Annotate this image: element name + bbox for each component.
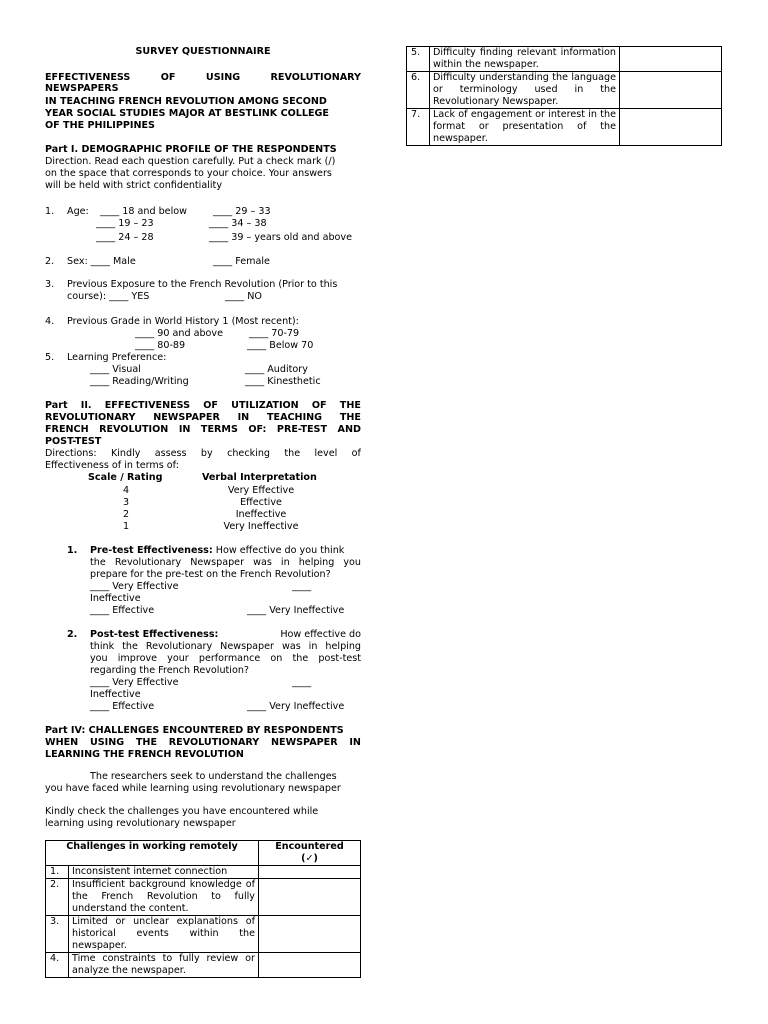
- part1-direction-l3: will be held with strict confidentiality: [45, 180, 222, 191]
- item1-option-very-ineffective[interactable]: ____ Very Ineffective: [247, 605, 345, 616]
- scale-label: Effective: [240, 497, 282, 508]
- q5-number: 5.: [45, 352, 55, 363]
- q5-option-visual[interactable]: ____ Visual: [90, 364, 141, 375]
- q1-option-24-28[interactable]: ____ 24 – 28: [96, 232, 154, 243]
- item2-option-very-ineffective[interactable]: ____ Very Ineffective: [247, 701, 345, 712]
- q5-question: Learning Preference:: [67, 352, 167, 363]
- scale-label: Ineffective: [235, 509, 287, 520]
- part2-directions-line2: Effectiveness of in terms of:: [45, 460, 179, 471]
- item1-number: 1.: [67, 545, 78, 556]
- challenges-table-continued: [406, 46, 722, 146]
- challenge-text: Lack of engagement or interest in the format or presentation of the newspaper.: [430, 109, 620, 146]
- part2-heading-line3: FRENCH REVOLUTION IN TERMS OF: PRE-TEST AND: [45, 424, 361, 435]
- q1-option-18-below[interactable]: ____ 18 and below: [100, 206, 187, 217]
- challenges-table: [45, 840, 361, 978]
- scale-header: Scale / Rating: [88, 472, 163, 483]
- encountered-checkbox-cell[interactable]: [620, 109, 722, 146]
- part2-directions-line1: Directions: Kindly assess by checking the level of: [45, 448, 361, 459]
- item1-option-effective[interactable]: ____ Effective: [90, 605, 155, 616]
- study-title-line4: YEAR SOCIAL STUDIES MAJOR AT BESTLINK COLLEGE: [45, 108, 329, 119]
- right-column: [406, 46, 722, 146]
- challenge-text: Inconsistent internet connection: [69, 866, 259, 879]
- q1-label: Age:: [67, 206, 89, 217]
- q5-option-kinesthetic[interactable]: ____ Kinesthetic: [245, 376, 321, 387]
- encountered-column-header: Encountered (✓): [259, 841, 361, 866]
- q1-option-29-33[interactable]: ____ 29 – 33: [213, 206, 271, 217]
- q4-option-80-89[interactable]: ____ 80-89: [135, 340, 186, 351]
- challenges-table-left: [45, 840, 361, 978]
- row-number: 6.: [407, 72, 430, 109]
- part1-direction-l1: Direction. Read each question carefully. Put a check mark (/): [45, 156, 336, 167]
- item2-option-ineffective: Ineffective: [90, 689, 141, 700]
- challenge-text: Limited or unclear explanations of historical events within the newspaper.: [69, 916, 259, 953]
- scale-label: Very Effective: [227, 485, 295, 496]
- q4-question: Previous Grade in World History 1 (Most recent):: [67, 316, 299, 327]
- row-number: 2.: [46, 879, 69, 916]
- q2-male-option[interactable]: Sex: ____ Male: [67, 256, 136, 267]
- challenge-text: Time constraints to fully review or analyze the newspaper.: [69, 953, 259, 978]
- item2-title: Post-test Effectiveness:: [90, 629, 219, 640]
- part2-heading-line2: REVOLUTIONARY NEWSPAPER IN TEACHING THE: [45, 412, 361, 423]
- item2-option-very-effective[interactable]: ____ Very Effective: [90, 677, 179, 688]
- item1-option-very-effective[interactable]: ____ Very Effective: [90, 581, 179, 592]
- item2-number: 2.: [67, 629, 78, 640]
- q1-number: 1.: [45, 206, 55, 217]
- study-title-line1: EFFECTIVENESS OF USING REVOLUTIONARY: [45, 72, 361, 83]
- part2-heading-line4: POST-TEST: [45, 436, 102, 447]
- part1-direction-l2: on the space that corresponds to your choice. Your answers: [45, 168, 332, 179]
- row-number: 4.: [46, 953, 69, 978]
- row-number: 1.: [46, 866, 69, 879]
- q1-option-19-23[interactable]: ____ 19 – 23: [96, 218, 154, 229]
- item1-title: Pre-test Effectiveness:: [90, 545, 213, 556]
- challenge-text: Difficulty finding relevant information within the newspaper.: [430, 47, 620, 72]
- item2-question-line1: Post-test Effectiveness: How effective do: [90, 629, 361, 640]
- table-row: [407, 109, 722, 146]
- row-number: 7.: [407, 109, 430, 146]
- part4-instruction-line1: Kindly check the challenges you have encountered while: [45, 806, 319, 817]
- scale-label: Very Ineffective: [223, 521, 299, 532]
- row-number: 5.: [407, 47, 430, 72]
- challenge-text: Insufficient background knowledge of the French Revolution to fully understand the content.: [69, 879, 259, 916]
- encountered-checkbox-cell[interactable]: [620, 72, 722, 109]
- table-row: [46, 866, 361, 879]
- part4-heading-line2: WHEN USING THE REVOLUTIONARY NEWSPAPER IN: [45, 737, 361, 748]
- table-header-row: [46, 841, 361, 866]
- study-title-line5: OF THE PHILIPPINES: [45, 120, 155, 131]
- item1-option-ineffective: Ineffective: [90, 593, 141, 604]
- q1-option-39-above[interactable]: ____ 39 – years old and above: [209, 232, 352, 243]
- q4-option-90-above[interactable]: ____ 90 and above: [135, 328, 224, 339]
- verbal-interpretation-header: Verbal Interpretation: [202, 472, 317, 483]
- item1-question-line3: prepare for the pre-test on the French Revolution?: [90, 569, 331, 580]
- row-number: 3.: [46, 916, 69, 953]
- item2-option-effective[interactable]: ____ Effective: [90, 701, 155, 712]
- q3-yes-option[interactable]: course): ____ YES: [67, 291, 150, 302]
- item1-question-line2: the Revolutionary Newspaper was in helping you: [90, 557, 361, 568]
- part4-intro-line2: you have faced while learning using revolutionary newspaper: [45, 783, 341, 794]
- scale-rating: 2: [122, 509, 130, 520]
- q2-female-option[interactable]: ____ Female: [213, 256, 270, 267]
- part4-heading-line1: Part IV: CHALLENGES ENCOUNTERED BY RESPONDENTS: [45, 725, 344, 736]
- table-row: [407, 72, 722, 109]
- encountered-checkbox-cell[interactable]: [259, 953, 361, 978]
- item1-question-line1: Pre-test Effectiveness: How effective do you think: [90, 545, 345, 556]
- encountered-checkbox-cell[interactable]: [259, 879, 361, 916]
- part2-heading-line1: Part II. EFFECTIVENESS OF UTILIZATION OF THE: [45, 400, 361, 411]
- q4-number: 4.: [45, 316, 55, 327]
- q2-number: 2.: [45, 256, 55, 267]
- scale-rating: 1: [122, 521, 130, 532]
- item2-question-line3: you improve your performance on the post-test: [90, 653, 361, 664]
- encountered-checkbox-cell[interactable]: [259, 866, 361, 879]
- item1-option-ineffective-blank[interactable]: ____: [292, 581, 312, 592]
- table-row: [46, 953, 361, 978]
- q5-option-reading-writing[interactable]: ____ Reading/Writing: [90, 376, 189, 387]
- table-row: [407, 47, 722, 72]
- part1-heading: Part I. DEMOGRAPHIC PROFILE OF THE RESPONDENTS: [45, 144, 337, 155]
- q1-option-34-38[interactable]: ____ 34 – 38: [209, 218, 267, 229]
- part4-heading-line3: LEARNING THE FRENCH REVOLUTION: [45, 749, 244, 760]
- item2-question-line2: think the Revolutionary Newspaper was in helping: [90, 641, 361, 652]
- part4-intro-line1: The researchers seek to understand the challenges: [90, 771, 337, 782]
- encountered-checkbox-cell[interactable]: [620, 47, 722, 72]
- table-row: [46, 916, 361, 953]
- q4-option-70-79[interactable]: ____ 70-79: [249, 328, 300, 339]
- item2-option-ineffective-blank[interactable]: ____: [292, 677, 312, 688]
- item2-question-line4: regarding the French Revolution?: [90, 665, 249, 676]
- scale-rating: 3: [122, 497, 130, 508]
- study-title-line2: NEWSPAPERS: [45, 83, 119, 94]
- scale-rating: 4: [122, 485, 130, 496]
- part4-instruction-line2: learning using revolutionary newspaper: [45, 818, 236, 829]
- q5-option-auditory[interactable]: ____ Auditory: [245, 364, 308, 375]
- q3-question: Previous Exposure to the French Revolution (Prior to this: [67, 279, 338, 290]
- challenges-column-header: Challenges in working remotely: [46, 841, 259, 866]
- table-row: [46, 879, 361, 916]
- page-title: SURVEY QUESTIONNAIRE: [135, 46, 271, 57]
- study-title-line3: IN TEACHING FRENCH REVOLUTION AMONG SECOND: [45, 96, 327, 107]
- encountered-checkbox-cell[interactable]: [259, 916, 361, 953]
- challenge-text: Difficulty understanding the language or terminology used in the Revolutionary Newspaper.: [430, 72, 620, 109]
- q4-option-below-70[interactable]: ____ Below 70: [247, 340, 314, 351]
- q3-number: 3.: [45, 279, 55, 290]
- q3-no-option[interactable]: ____ NO: [225, 291, 262, 302]
